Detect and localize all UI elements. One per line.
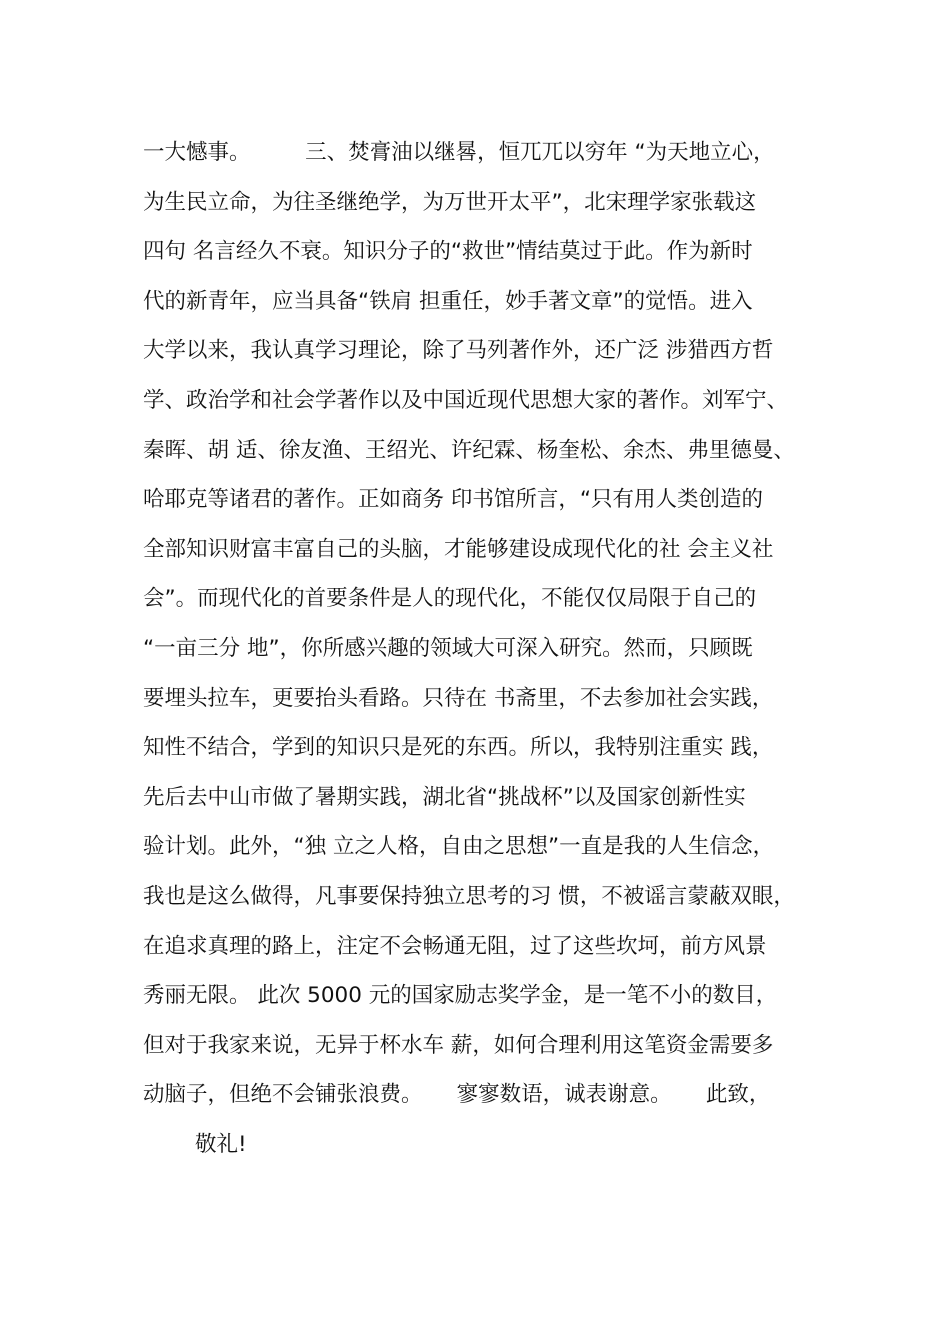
text-line: 哈耶克等诸君的著作。正如商务 印书馆所言，“只有用人类创造的 <box>143 487 763 513</box>
text-line: 全部知识财富丰富自己的头脑，才能够建设成现代化的社 会主义社 <box>143 536 774 562</box>
text-line: 知性不结合，学到的知识只是死的东西。所以，我特别注重实 践， <box>143 735 774 761</box>
text-line: 验计划。此外，“独 立之人格，自由之思想”一直是我的人生信念， <box>143 834 775 860</box>
text-line: 秀丽无限。 此次 5000 元的国家励志奖学金，是一笔不小的数目， <box>143 983 778 1009</box>
text-line: 我也是这么做得，凡事要保持独立思考的习 惯，不被谣言蒙蔽双眼， <box>143 883 795 909</box>
text-line: 四句 名言经久不衰。知识分子的“救世”情结莫过于此。作为新时 <box>143 239 753 265</box>
text-line: 动脑子，但绝不会铺张浪费。 寥寥数语，诚表谢意。 此致， <box>143 1082 771 1108</box>
letter-body <box>143 128 823 1169</box>
text-line: 代的新青年，应当具备“铁肩 担重任，妙手著文章”的觉悟。进入 <box>143 288 753 314</box>
text-line: 学、政治学和社会学著作以及中国近现代思想大家的著作。刘军宁、 <box>143 387 789 413</box>
text-line: 要埋头拉车，更要抬头看路。只待在 书斋里，不去参加社会实践， <box>143 685 774 711</box>
text-line: 大学以来，我认真学习理论，除了马列著作外，还广泛 涉猎西方哲 <box>143 338 774 364</box>
text-line: 秦晖、胡 适、徐友渔、王绍光、许纪霖、杨奎松、余杰、弗里德曼、 <box>143 437 795 463</box>
text-line: “一亩三分 地”，你所感兴趣的领域大可深入研究。然而，只顾既 <box>143 635 753 661</box>
text-line: 为生民立命，为往圣继绝学，为万世开太平”，北宋理学家张载这 <box>143 189 757 215</box>
closing-salutation: 敬礼! <box>195 1131 247 1157</box>
text-line: 会”。而现代化的首要条件是人的现代化，不能仅仅局限于自己的 <box>143 586 757 612</box>
text-line: 在追求真理的路上，注定不会畅通无阻，过了这些坎坷，前方风景 <box>143 933 767 959</box>
text-line: 一大憾事。 三、焚膏油以继晷，恒兀兀以穷年 “为天地立心， <box>143 140 775 165</box>
text-line: 先后去中山市做了暑期实践，湖北省“挑战杯”以及国家创新性实 <box>143 784 746 810</box>
text-line: 但对于我家来说，无异于杯水车 薪，如何合理利用这笔资金需要多 <box>143 1032 774 1058</box>
